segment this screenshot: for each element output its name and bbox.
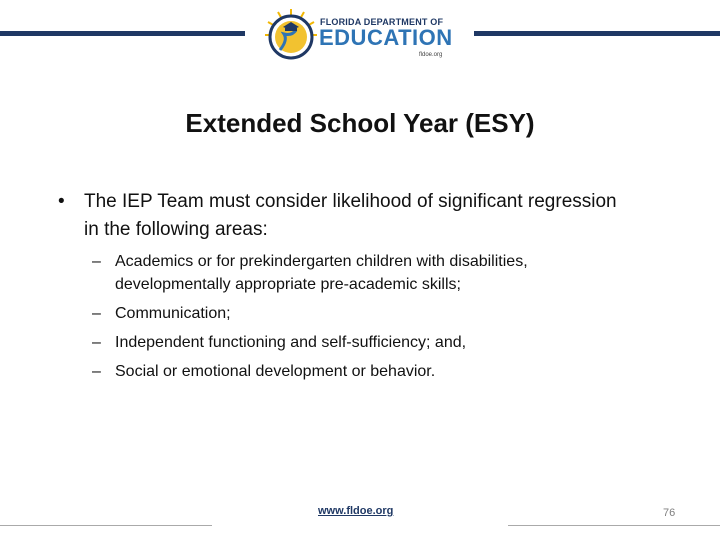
sub-bullet-marker: – xyxy=(92,253,101,270)
footer-rule-left xyxy=(0,525,212,526)
sub-bullet-item xyxy=(92,331,632,354)
page-number: 76 xyxy=(663,507,676,519)
logo-url-text: fldoe.org xyxy=(419,52,443,58)
slide-title: Extended School Year (ESY) xyxy=(185,108,535,138)
sun-emblem-icon xyxy=(262,6,320,64)
logo-department-text: FLORIDA DEPARTMENT OF xyxy=(320,17,444,27)
sub-bullet-item xyxy=(92,302,632,325)
sub-bullet-marker: – xyxy=(92,334,101,351)
footer-rule-right xyxy=(508,525,720,526)
main-bullet-text: The IEP Team must consider likelihood of significant regression in the following areas: xyxy=(84,191,617,240)
header-rule-left xyxy=(0,31,245,36)
fldoe-logo xyxy=(262,6,462,64)
fldoe-website-link[interactable]: www.fldoe.org xyxy=(318,505,394,517)
sub-bullet-marker: – xyxy=(92,363,101,380)
logo-education-text: EDUCATION xyxy=(319,25,453,50)
sub-bullet-text: Independent functioning and self-sufficiency; and, xyxy=(115,334,467,351)
sub-bullet-item xyxy=(92,360,632,383)
sub-bullet-text: Academics or for prekindergarten children with disabilities, developmentally appropriate pre-academic skills; xyxy=(115,253,528,293)
sub-bullet-text: Social or emotional development or behavior. xyxy=(115,363,436,380)
sub-bullet-text: Communication; xyxy=(115,305,231,322)
header-rule-right xyxy=(474,31,720,36)
sub-bullet-marker: – xyxy=(92,305,101,322)
sub-bullet-item xyxy=(92,250,632,296)
sub-bullet-list xyxy=(92,250,632,389)
bullet-marker: • xyxy=(58,191,65,212)
